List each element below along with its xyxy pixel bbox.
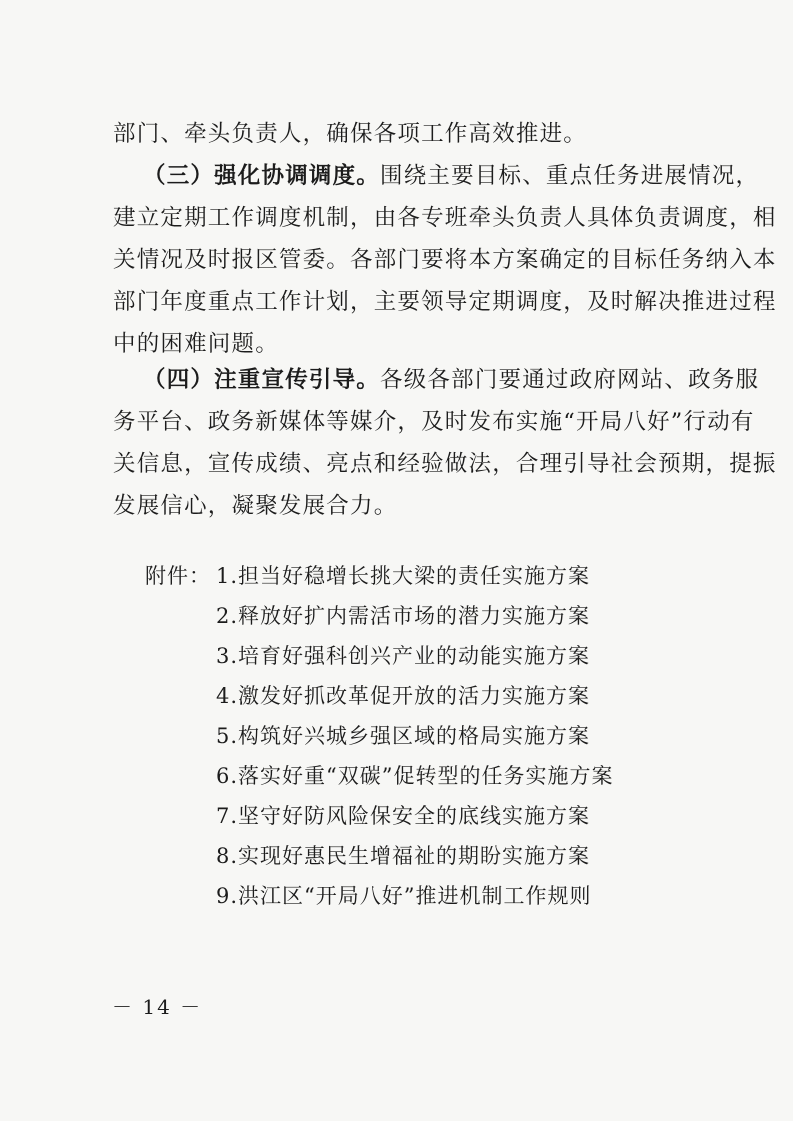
paragraph-line: 务平台、政务新媒体等媒介，及时发布实施“开局八好”行动有	[113, 409, 755, 435]
attachment-item: 5.构筑好兴城乡强区域的格局实施方案	[216, 724, 591, 748]
attachment-item: 9.洪江区“开局八好”推进机制工作规则	[216, 884, 592, 908]
paragraph-line	[143, 360, 759, 400]
page-number: － 14 －	[112, 995, 203, 1019]
paragraph-line: 部门、牵头负责人，确保各项工作高效推进。	[113, 121, 588, 147]
paragraph-line	[143, 156, 759, 196]
paragraph-line: 关信息，宣传成绩、亮点和经验做法，合理引导社会预期，提振	[113, 451, 777, 477]
paragraph-text: 各级各部门要通过政府网站、政务服	[380, 367, 760, 393]
section-heading-4: （四）注重宣传引导。	[143, 367, 381, 393]
attachments-label: 附件：	[145, 564, 211, 588]
attachment-item: 4.激发好抓改革促开放的活力实施方案	[216, 684, 591, 708]
attachment-item: 6.落实好重“双碳”促转型的任务实施方案	[216, 764, 614, 788]
attachment-item: 3.培育好强科创兴产业的动能实施方案	[216, 644, 591, 668]
attachment-item: 1.担当好稳增长挑大梁的责任实施方案	[216, 564, 591, 588]
attachment-item: 7.坚守好防风险保安全的底线实施方案	[216, 804, 591, 828]
paragraph-line: 部门年度重点工作计划，主要领导定期调度，及时解决推进过程	[113, 289, 777, 315]
paragraph-line: 建立定期工作调度机制，由各专班牵头负责人具体负责调度，相	[113, 205, 777, 231]
paragraph-line: 中的困难问题。	[113, 331, 279, 357]
paragraph-text: 围绕主要目标、重点任务进展情况，	[380, 163, 760, 189]
attachment-item: 2.释放好扩内需活市场的潜力实施方案	[216, 604, 591, 628]
attachment-item: 8.实现好惠民生增福祉的期盼实施方案	[216, 844, 591, 868]
paragraph-line: 发展信心，凝聚发展合力。	[113, 493, 398, 519]
paragraph-line: 关情况及时报区管委。各部门要将本方案确定的目标任务纳入本	[113, 247, 777, 273]
section-heading-3: （三）强化协调调度。	[143, 163, 381, 189]
